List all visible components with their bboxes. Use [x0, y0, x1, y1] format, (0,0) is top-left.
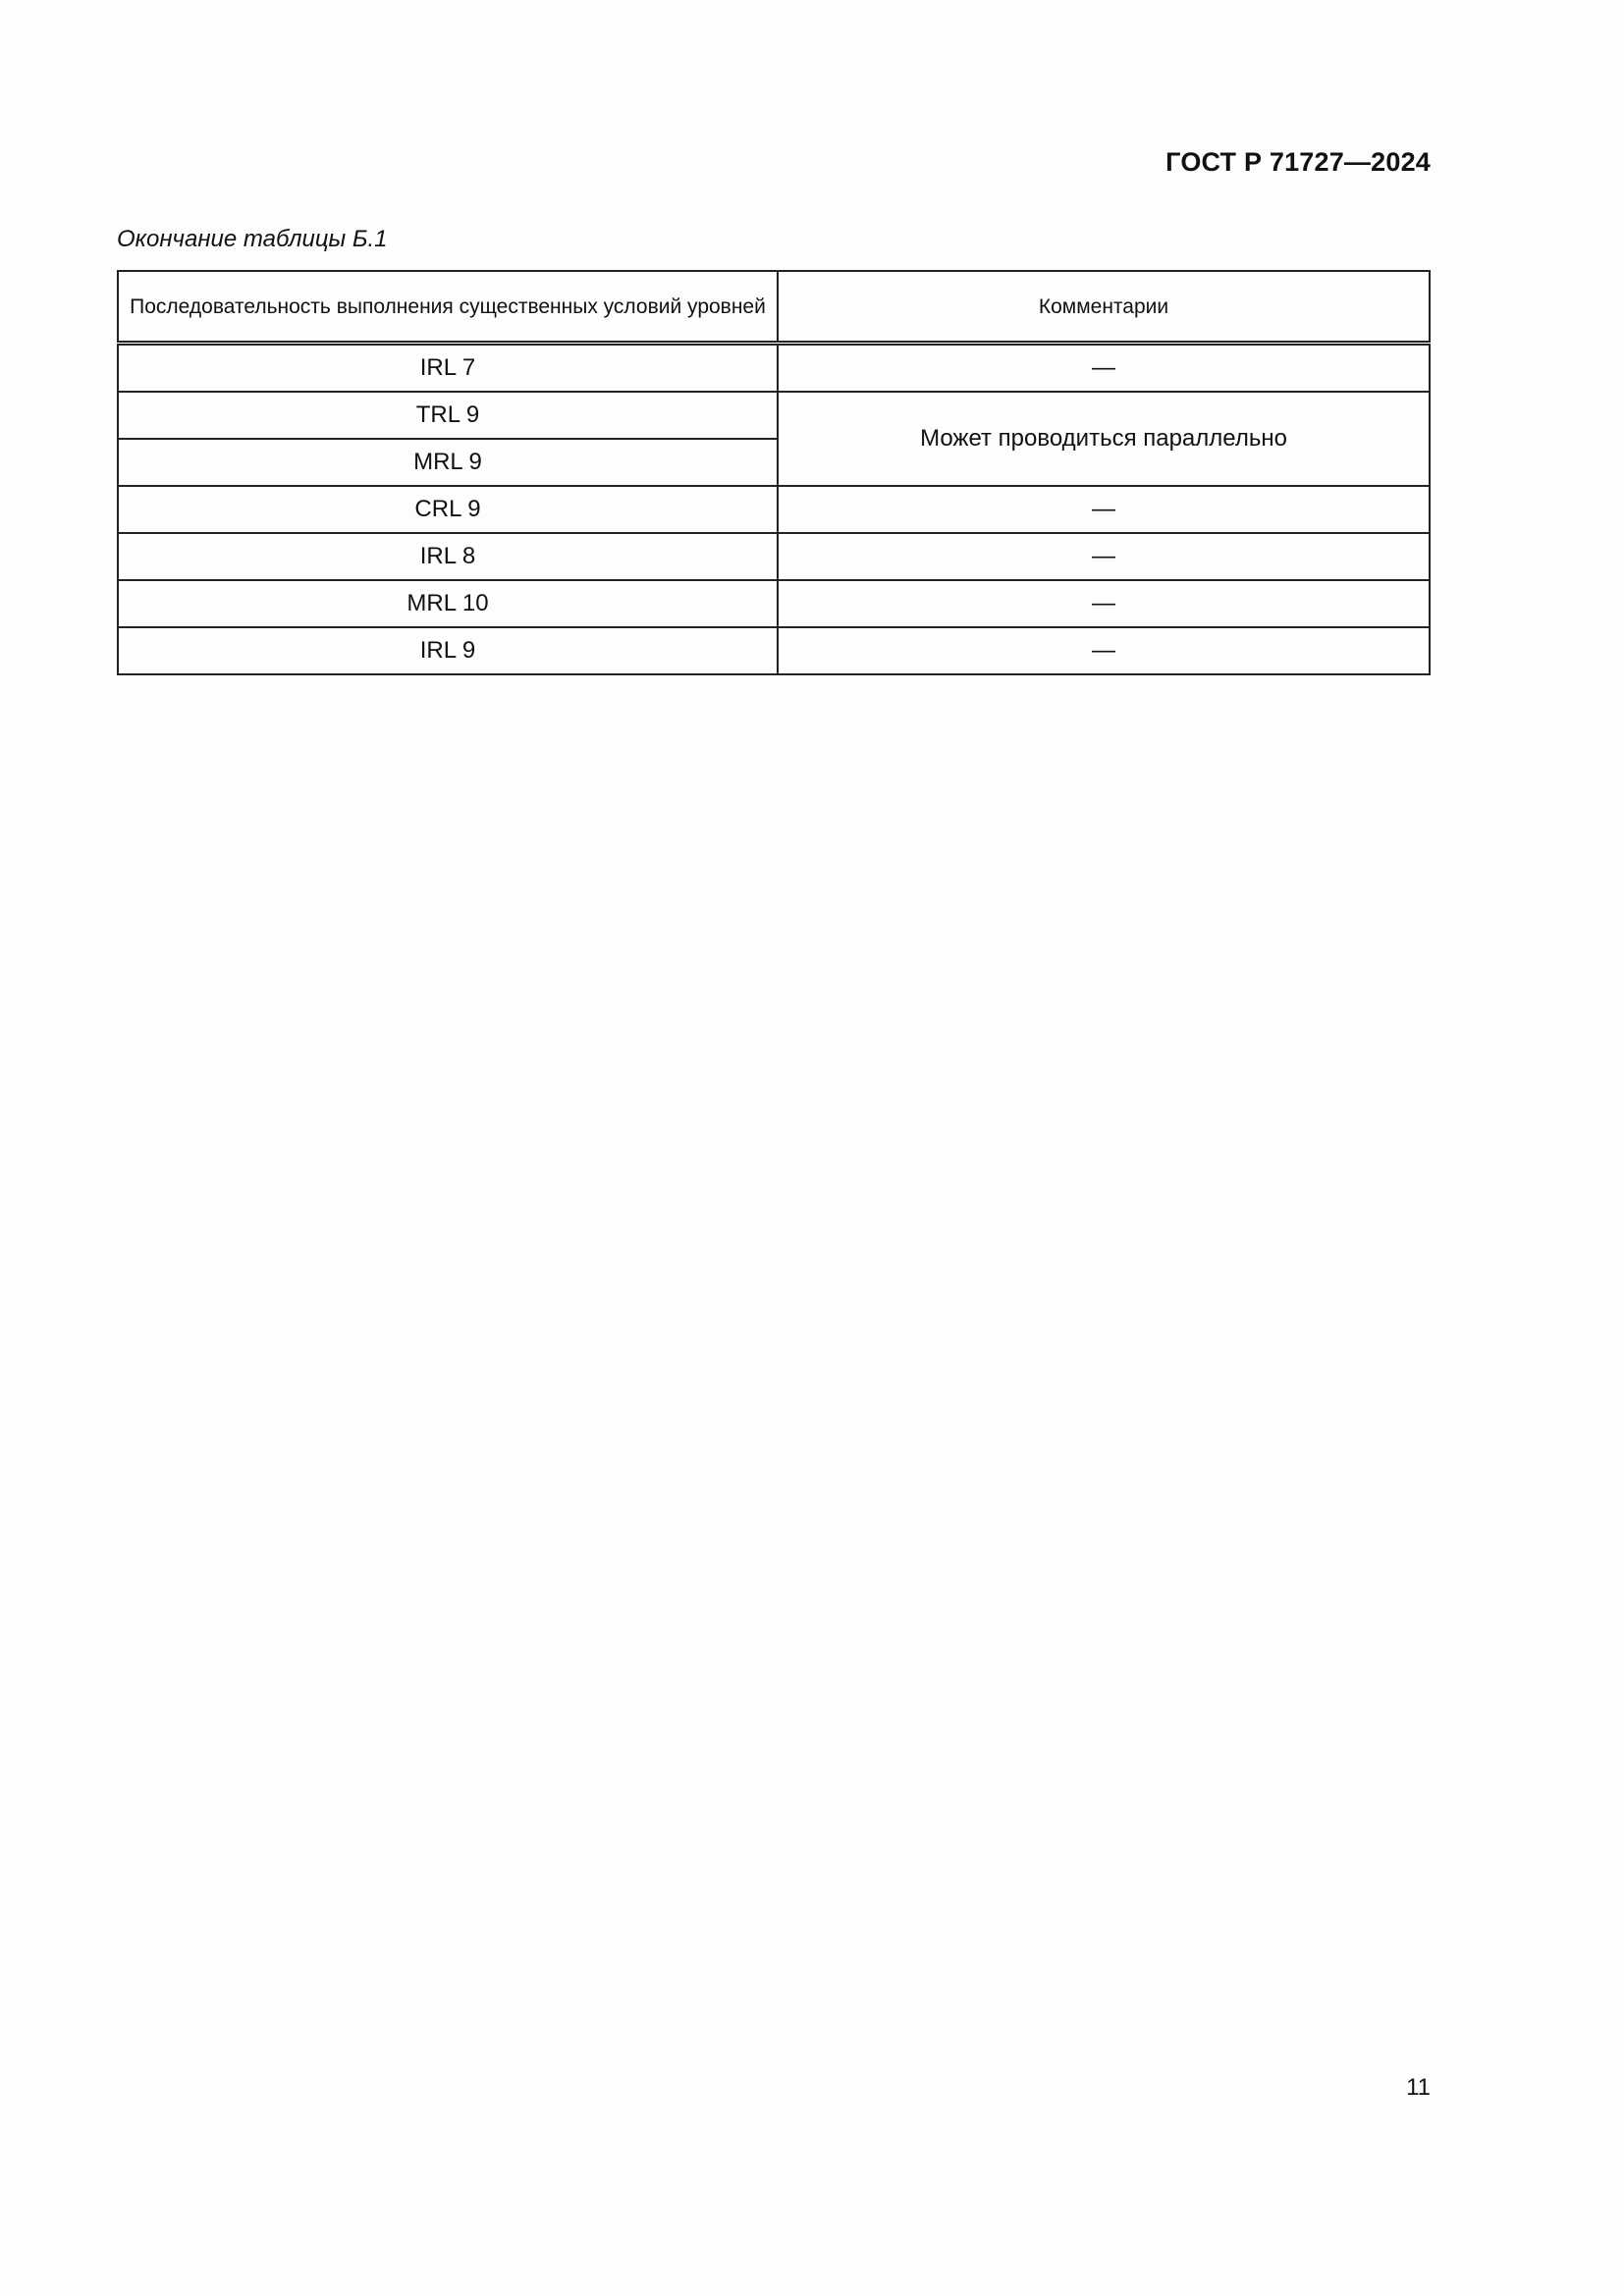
comment-cell: — — [778, 486, 1430, 533]
page-number: 11 — [1406, 2074, 1431, 2101]
table-row — [118, 392, 1430, 439]
table-row — [118, 627, 1430, 674]
level-cell: CRL 9 — [118, 486, 778, 533]
table-row — [118, 486, 1430, 533]
level-cell: MRL 10 — [118, 580, 778, 627]
document-code: ГОСТ Р 71727—2024 — [1165, 147, 1431, 177]
column-header-comments: Комментарии — [778, 271, 1430, 344]
column-header-sequence: Последовательность выполнения существенных условий уровней — [118, 271, 778, 344]
level-cell: IRL 8 — [118, 533, 778, 580]
comment-cell: — — [778, 627, 1430, 674]
level-cell: IRL 7 — [118, 344, 778, 393]
level-cell: MRL 9 — [118, 439, 778, 486]
comment-cell: — — [778, 344, 1430, 393]
table-row — [118, 344, 1430, 393]
table-row — [118, 580, 1430, 627]
level-cell: TRL 9 — [118, 392, 778, 439]
table-header-row — [118, 271, 1430, 344]
comment-cell: — — [778, 580, 1430, 627]
level-cell: IRL 9 — [118, 627, 778, 674]
table-caption: Окончание таблицы Б.1 — [117, 226, 388, 252]
comment-cell-merged: Может проводиться параллельно — [778, 392, 1430, 486]
table-row — [118, 533, 1430, 580]
levels-table — [117, 270, 1431, 675]
comment-cell: — — [778, 533, 1430, 580]
